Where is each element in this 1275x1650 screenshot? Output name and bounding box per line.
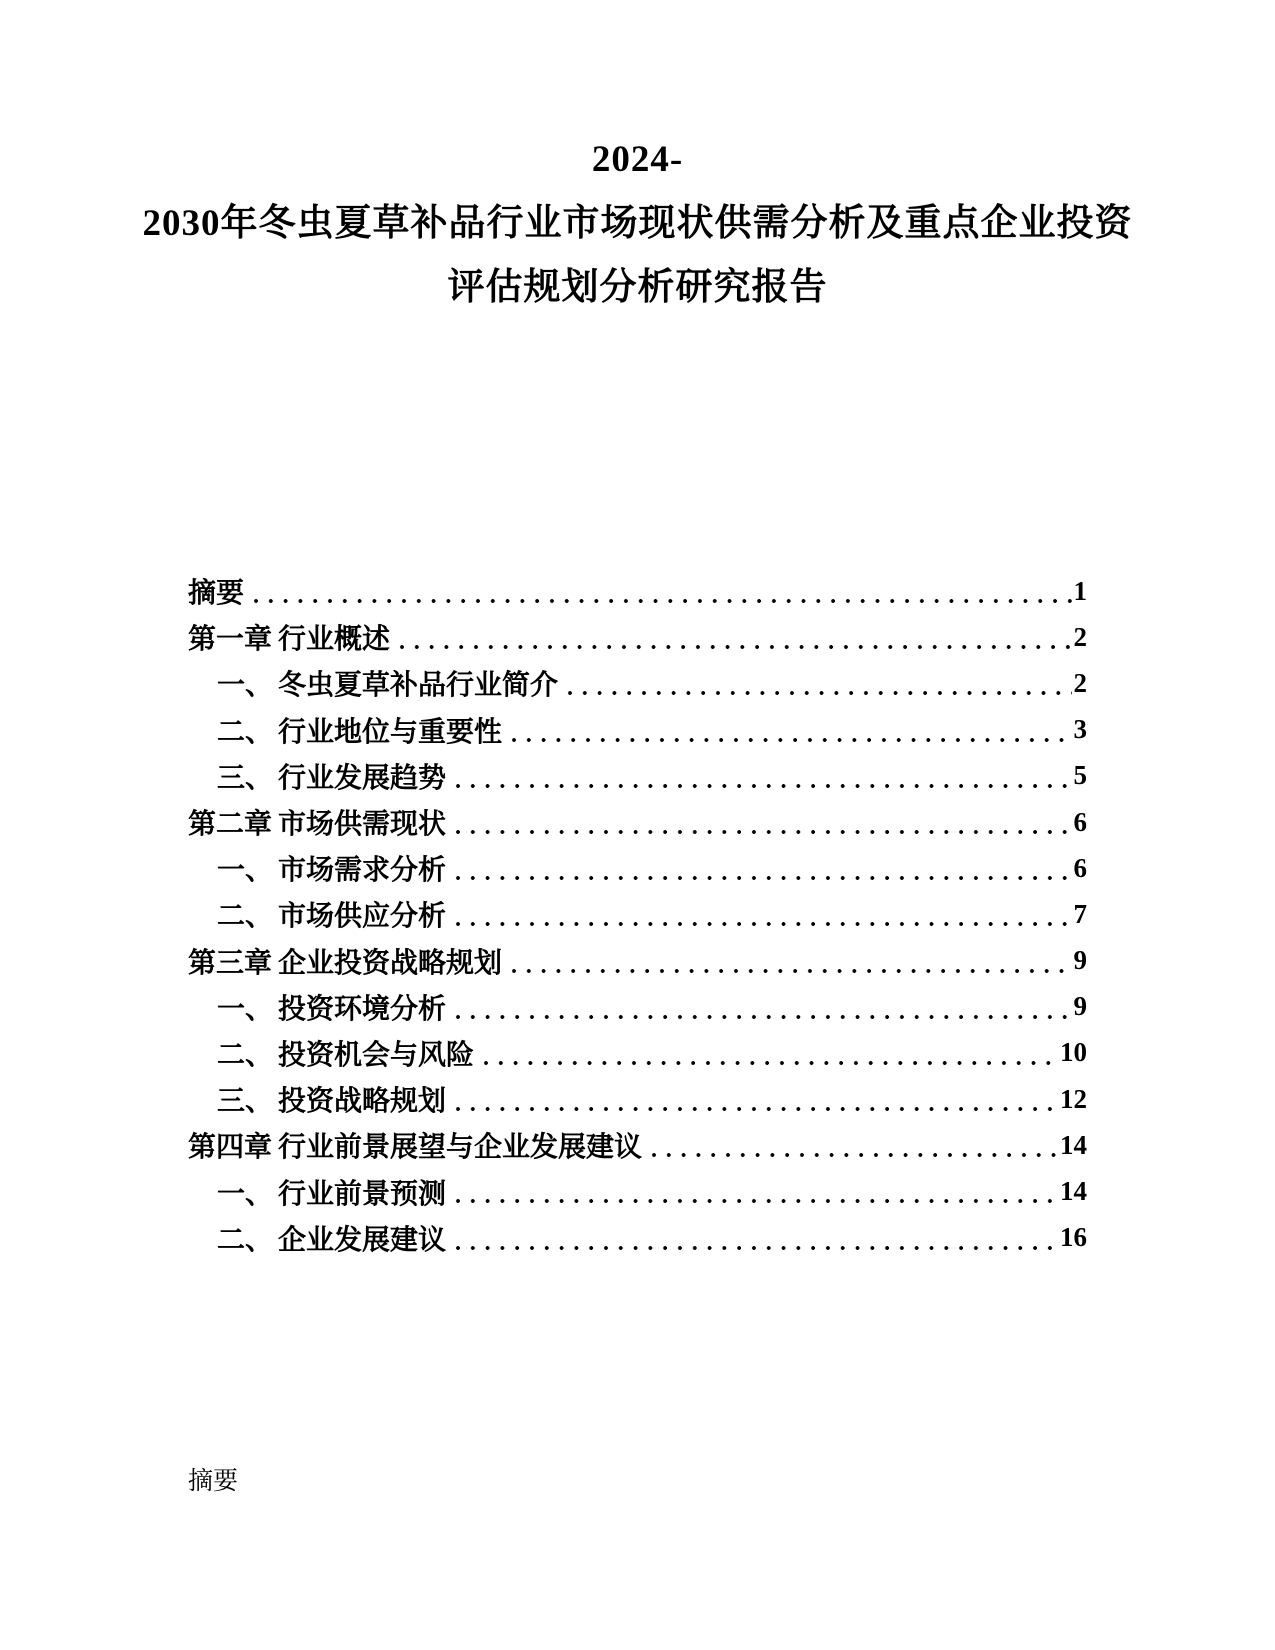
toc-entry[interactable] bbox=[188, 1168, 1087, 1214]
toc-entry[interactable] bbox=[188, 845, 1087, 891]
toc-dot-leader bbox=[563, 660, 1071, 706]
toc-entry[interactable] bbox=[188, 984, 1087, 1030]
toc-entry[interactable] bbox=[188, 660, 1087, 706]
toc-entry[interactable] bbox=[188, 1076, 1087, 1122]
toc-entry-label: 行业地位与重要性 bbox=[278, 716, 503, 748]
toc-entry-number: 第三章 bbox=[188, 947, 273, 979]
toc-entry-page: 16 bbox=[1060, 1222, 1087, 1253]
toc-entry[interactable] bbox=[188, 1122, 1087, 1168]
toc-entry[interactable] bbox=[188, 938, 1087, 984]
toc-entry-label: 行业概述 bbox=[278, 624, 391, 656]
toc-entry-label: 冬虫夏草补品行业简介 bbox=[278, 670, 559, 702]
toc-dot-leader bbox=[395, 614, 1071, 660]
toc-entry-label: 摘要 bbox=[188, 578, 245, 610]
toc-entry-number: 三、 bbox=[217, 762, 274, 794]
toc-entry[interactable] bbox=[188, 1215, 1087, 1261]
table-of-contents bbox=[188, 568, 1087, 1261]
toc-dot-leader bbox=[451, 891, 1071, 937]
toc-entry-number: 二、 bbox=[217, 1039, 274, 1071]
toc-entry-page: 14 bbox=[1060, 1176, 1087, 1207]
toc-dot-leader bbox=[479, 1030, 1058, 1076]
toc-entry-page: 14 bbox=[1060, 1129, 1087, 1160]
toc-entry-label: 行业前景预测 bbox=[278, 1178, 447, 1210]
toc-entry-page: 6 bbox=[1073, 852, 1087, 883]
toc-dot-leader bbox=[647, 1122, 1058, 1168]
toc-entry-number: 一、 bbox=[217, 1178, 274, 1210]
toc-entry-label: 投资机会与风险 bbox=[278, 1039, 475, 1071]
toc-entry-number: 一、 bbox=[217, 855, 274, 887]
toc-entry[interactable] bbox=[188, 614, 1087, 660]
toc-entry-number: 三、 bbox=[217, 1086, 274, 1118]
toc-entry-label: 行业发展趋势 bbox=[278, 762, 447, 794]
toc-entry-label: 投资环境分析 bbox=[278, 993, 447, 1025]
toc-entry-label: 行业前景展望与企业发展建议 bbox=[278, 1132, 643, 1164]
toc-entry-label: 企业投资战略规划 bbox=[278, 947, 503, 979]
toc-entry-page: 6 bbox=[1073, 806, 1087, 837]
toc-entry-page: 2 bbox=[1073, 621, 1087, 652]
toc-dot-leader bbox=[451, 984, 1071, 1030]
report-title-line-1: 2024- bbox=[591, 139, 684, 180]
toc-entry-page: 10 bbox=[1060, 1037, 1087, 1068]
toc-entry-page: 12 bbox=[1060, 1083, 1087, 1114]
toc-entry-number: 二、 bbox=[217, 1224, 274, 1256]
toc-entry[interactable] bbox=[188, 568, 1087, 614]
toc-dot-leader bbox=[451, 1215, 1058, 1261]
toc-entry-page: 2 bbox=[1073, 667, 1087, 698]
toc-entry[interactable] bbox=[188, 891, 1087, 937]
toc-entry-label: 企业发展建议 bbox=[278, 1224, 447, 1256]
toc-dot-leader bbox=[507, 707, 1071, 753]
toc-dot-leader bbox=[451, 1076, 1058, 1122]
toc-entry-page: 1 bbox=[1073, 575, 1087, 606]
toc-entry-page: 7 bbox=[1073, 898, 1087, 929]
toc-dot-leader bbox=[249, 568, 1071, 614]
toc-entry-page: 9 bbox=[1073, 945, 1087, 976]
toc-entry[interactable] bbox=[188, 753, 1087, 799]
toc-dot-leader bbox=[451, 845, 1071, 891]
report-title-line-2: 2030年冬虫夏草补品行业市场现状供需分析及重点企业投资 bbox=[142, 203, 1133, 244]
toc-entry[interactable] bbox=[188, 799, 1087, 845]
report-title-line-3: 评估规划分析研究报告 bbox=[447, 267, 828, 308]
toc-entry-number: 第一章 bbox=[188, 624, 273, 656]
toc-entry-number: 一、 bbox=[217, 993, 274, 1025]
toc-dot-leader bbox=[451, 753, 1071, 799]
toc-entry-number: 一、 bbox=[217, 670, 274, 702]
toc-entry-label: 市场供需现状 bbox=[278, 809, 447, 841]
toc-entry-label: 市场需求分析 bbox=[278, 855, 447, 887]
toc-entry-label: 投资战略规划 bbox=[278, 1086, 447, 1118]
toc-dot-leader bbox=[507, 938, 1071, 984]
report-title bbox=[95, 128, 1180, 320]
toc-entry-number: 第二章 bbox=[188, 809, 273, 841]
toc-entry-number: 二、 bbox=[217, 716, 274, 748]
abstract-section-heading: 摘要 bbox=[188, 1468, 239, 1495]
toc-entry-page: 5 bbox=[1073, 760, 1087, 791]
toc-entry-label: 市场供应分析 bbox=[278, 901, 447, 933]
toc-entry[interactable] bbox=[188, 707, 1087, 753]
toc-entry-number: 二、 bbox=[217, 901, 274, 933]
toc-entry-page: 9 bbox=[1073, 991, 1087, 1022]
toc-entry[interactable] bbox=[188, 1030, 1087, 1076]
toc-dot-leader bbox=[451, 1168, 1058, 1214]
toc-dot-leader bbox=[451, 799, 1071, 845]
toc-entry-page: 3 bbox=[1073, 714, 1087, 745]
toc-entry-number: 第四章 bbox=[188, 1132, 273, 1164]
